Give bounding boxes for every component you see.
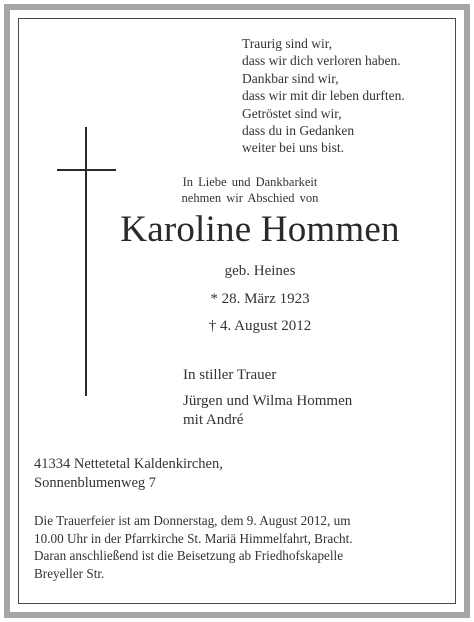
intro-text [150, 174, 350, 206]
service-line: Breyeller Str. [34, 565, 105, 581]
maiden-name: geb. Heines [224, 263, 296, 279]
mourners-line: Jürgen und Wilma Hommen [183, 392, 353, 409]
intro-line: nehmen wir Abschied von [181, 191, 319, 205]
birth-date: * 28. März 1923 [210, 291, 310, 307]
mourners-line: mit André [183, 412, 244, 428]
poem [242, 35, 405, 157]
address-block [34, 455, 223, 493]
service-info [34, 512, 353, 582]
cross-horizontal-bar [57, 169, 116, 171]
mourners-block [183, 366, 352, 431]
poem-line: Dankbar sind wir, [242, 70, 339, 86]
address-line: Sonnenblumenweg 7 [34, 475, 157, 491]
deceased-name: Karoline Hommen [120, 209, 400, 250]
mourners-heading: In stiller Trauer [183, 367, 277, 383]
poem-line: dass du in Gedanken [242, 123, 355, 139]
poem-line: dass wir mit dir leben durften. [242, 88, 405, 104]
poem-line: dass wir dich verloren haben. [242, 53, 401, 69]
poem-line: Getröstet sind wir, [242, 105, 342, 121]
cross-vertical-bar [85, 127, 87, 396]
service-line: Daran anschließend ist die Beisetzung ab Friedhofskapelle [34, 548, 344, 564]
service-line: 10.00 Uhr in der Pfarrkirche St. Mariä Himmelfahrt, Bracht. [34, 530, 353, 546]
death-date: † 4. August 2012 [208, 318, 312, 334]
intro-line: In Liebe und Dankbarkeit [182, 175, 318, 189]
service-line: Die Trauerfeier ist am Donnerstag, dem 9. August 2012, um [34, 513, 351, 528]
poem-line: Traurig sind wir, [242, 36, 333, 51]
poem-line: weiter bei uns bist. [242, 140, 344, 156]
address-line: 41334 Nettetetal Kaldenkirchen, [34, 456, 223, 472]
